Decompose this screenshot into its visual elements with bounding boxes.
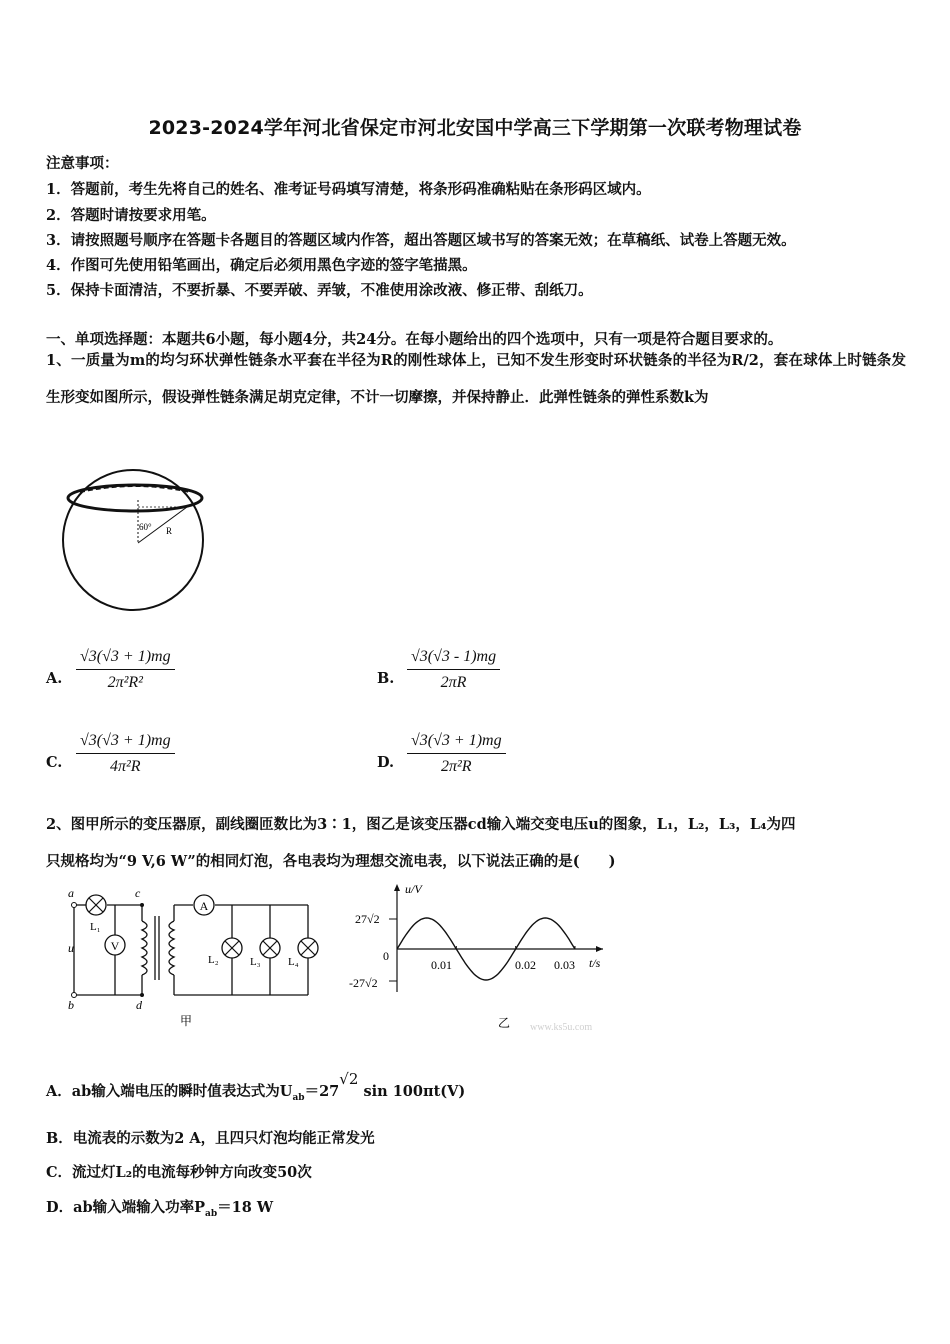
transformer-circuit — [62, 883, 332, 1033]
circuit-caption: 甲 — [180, 1014, 193, 1028]
lamp-l2-icon — [222, 938, 242, 958]
sphere-chain-figure — [60, 455, 210, 615]
option-a-denominator: 2π²R² — [107, 674, 143, 691]
terminal-c-label: c — [135, 886, 141, 900]
page-title: 2023-2024学年河北省保定市河北安国中学高三下学期第一次联考物理试卷 — [148, 117, 802, 139]
x-tick-label-2: 0.02 — [515, 958, 536, 972]
q2-option-a-sqrt: √2 — [339, 1070, 359, 1088]
q2-option-d-letter: D． — [46, 1199, 74, 1216]
q2-option-a-text: ab输入端电压的瞬时值表达式为U — [71, 1083, 293, 1100]
voltmeter-label: V — [110, 939, 120, 953]
option-b-formula — [407, 648, 500, 692]
radius-label: R — [166, 526, 173, 536]
option-a-numerator: √3(√3 + 1)mg — [76, 648, 175, 670]
notice-item-3: 3．请按照题号顺序在答题卡各题目的答题区域内作答，超出答题区域书写的答案无效；在草稿纸、试卷上答题无效。 — [46, 232, 796, 249]
option-c-numerator: √3(√3 + 1)mg — [76, 732, 175, 754]
option-a-formula — [76, 648, 175, 692]
notice-item-1: 1．答题前，考生先将自己的姓名、准考证号码填写清楚，将条形码准确粘贴在条形码区域内。 — [46, 181, 651, 198]
question-1-text: 1、一质量为m的均匀环状弹性链条水平套在半径为R的刚性球体上，已知不发生形变时环状链条的半径为R/2，套在球体上时链条发生形变如图所示，假设弹性链条满足胡克定律，不计一切摩擦，并保持静止．此弹性链条的弹性系数k为 — [46, 352, 906, 406]
q2-option-d — [46, 1196, 273, 1219]
notice-item-2: 2．答题时请按要求用笔。 — [46, 207, 216, 224]
lamp-l4-label: L₄ — [288, 956, 299, 968]
notice-item-4: 4．作图可先使用铅笔画出，确定后必须用黑色字迹的签字笔描黑。 — [46, 257, 477, 274]
q2-option-a — [46, 1070, 466, 1103]
lamp-l3-label: L₃ — [250, 956, 261, 968]
lamp-l2-label: L₂ — [208, 954, 219, 966]
option-d-denominator: 2π²R — [440, 758, 472, 775]
q2-option-d-tail: ＝18 W — [217, 1199, 274, 1216]
option-b-letter: B. — [377, 670, 395, 687]
q2-option-c-text: 流过灯L₂的电流每秒钟方向改变50次 — [72, 1164, 312, 1181]
option-c-letter: C. — [46, 754, 63, 771]
terminal-a-label: a — [68, 886, 74, 900]
q2-option-d-sub: ab — [205, 1208, 218, 1219]
x-tick-label-1: 0.01 — [431, 958, 452, 972]
y-axis-arrow — [394, 884, 400, 891]
q2-option-a-letter: A． — [46, 1083, 72, 1100]
q2-option-d-text: ab输入端输入功率P — [73, 1199, 206, 1216]
terminal-b-label: b — [68, 998, 74, 1012]
origin-label: 0 — [383, 949, 389, 963]
q2-option-a-eq: ＝27 — [304, 1083, 340, 1100]
y-max-label: 27√2 — [355, 912, 380, 926]
ammeter-icon — [194, 895, 214, 915]
option-d-letter: D. — [377, 754, 395, 771]
option-b-denominator: 2πR — [440, 674, 467, 691]
notice-item-5: 5．保持卡面清洁，不要折暴、不要弄破、弄皱，不准使用涂改液、修正带、刮纸刀。 — [46, 282, 593, 299]
q2-option-c-letter: C． — [46, 1164, 73, 1181]
q2-option-a-sub: ab — [292, 1092, 305, 1103]
watermark: www.ks5u.com — [530, 1022, 593, 1033]
voltage-graph — [345, 880, 625, 1040]
question-2-text-line1: 2、图甲所示的变压器原，副线圈匝数比为3∶1，图乙是该变压器cd输入端交变电压u的图象，L₁，L₂，L₃，L₄为四 — [46, 816, 796, 833]
graph-caption: 乙 — [498, 1016, 511, 1030]
option-c-denominator: 4π²R — [109, 758, 141, 775]
option-c-formula — [76, 732, 175, 776]
q2-option-a-tail: sin 100πt(V) — [363, 1083, 466, 1100]
y-axis-label: u/V — [405, 882, 422, 896]
question-2-text-line2: 只规格均为“9 V,6 W”的相同灯泡，各电表均为理想交流电表，以下说法正确的是( ) — [46, 853, 616, 870]
option-d-formula — [407, 732, 506, 776]
option-d-numerator: √3(√3 + 1)mg — [407, 732, 506, 754]
x-axis-label: t/s — [589, 956, 601, 970]
notice-heading: 注意事项： — [46, 155, 119, 172]
lamp-l1-icon — [86, 895, 106, 915]
q2-option-b-text: 电流表的示数为2 A，且四只灯泡均能正常发光 — [72, 1130, 375, 1147]
angle-label: 60° — [139, 522, 152, 532]
x-tick-label-3: 0.03 — [554, 958, 575, 972]
lamp-l4-icon — [298, 938, 318, 958]
q2-option-b — [46, 1127, 375, 1148]
lamp-l3-icon — [260, 938, 280, 958]
y-min-label: -27√2 — [349, 976, 378, 990]
section-heading: 一、单项选择题：本题共6小题，每小题4分，共24分。在每小题给出的四个选项中，只有一项是符合题目要求的。 — [46, 331, 783, 348]
ammeter-label: A — [199, 899, 209, 913]
option-b-numerator: √3(√3 - 1)mg — [407, 648, 500, 670]
q2-option-c — [46, 1161, 312, 1182]
lamp-l1-label: L₁ — [90, 921, 101, 933]
voltmeter-icon — [105, 935, 125, 955]
voltage-u-label: u — [68, 941, 74, 955]
chain-ring — [68, 485, 202, 511]
terminal-d-label: d — [136, 998, 142, 1012]
q2-option-b-letter: B． — [46, 1130, 73, 1147]
option-a-letter: A. — [46, 670, 63, 687]
x-axis-arrow — [596, 946, 603, 952]
